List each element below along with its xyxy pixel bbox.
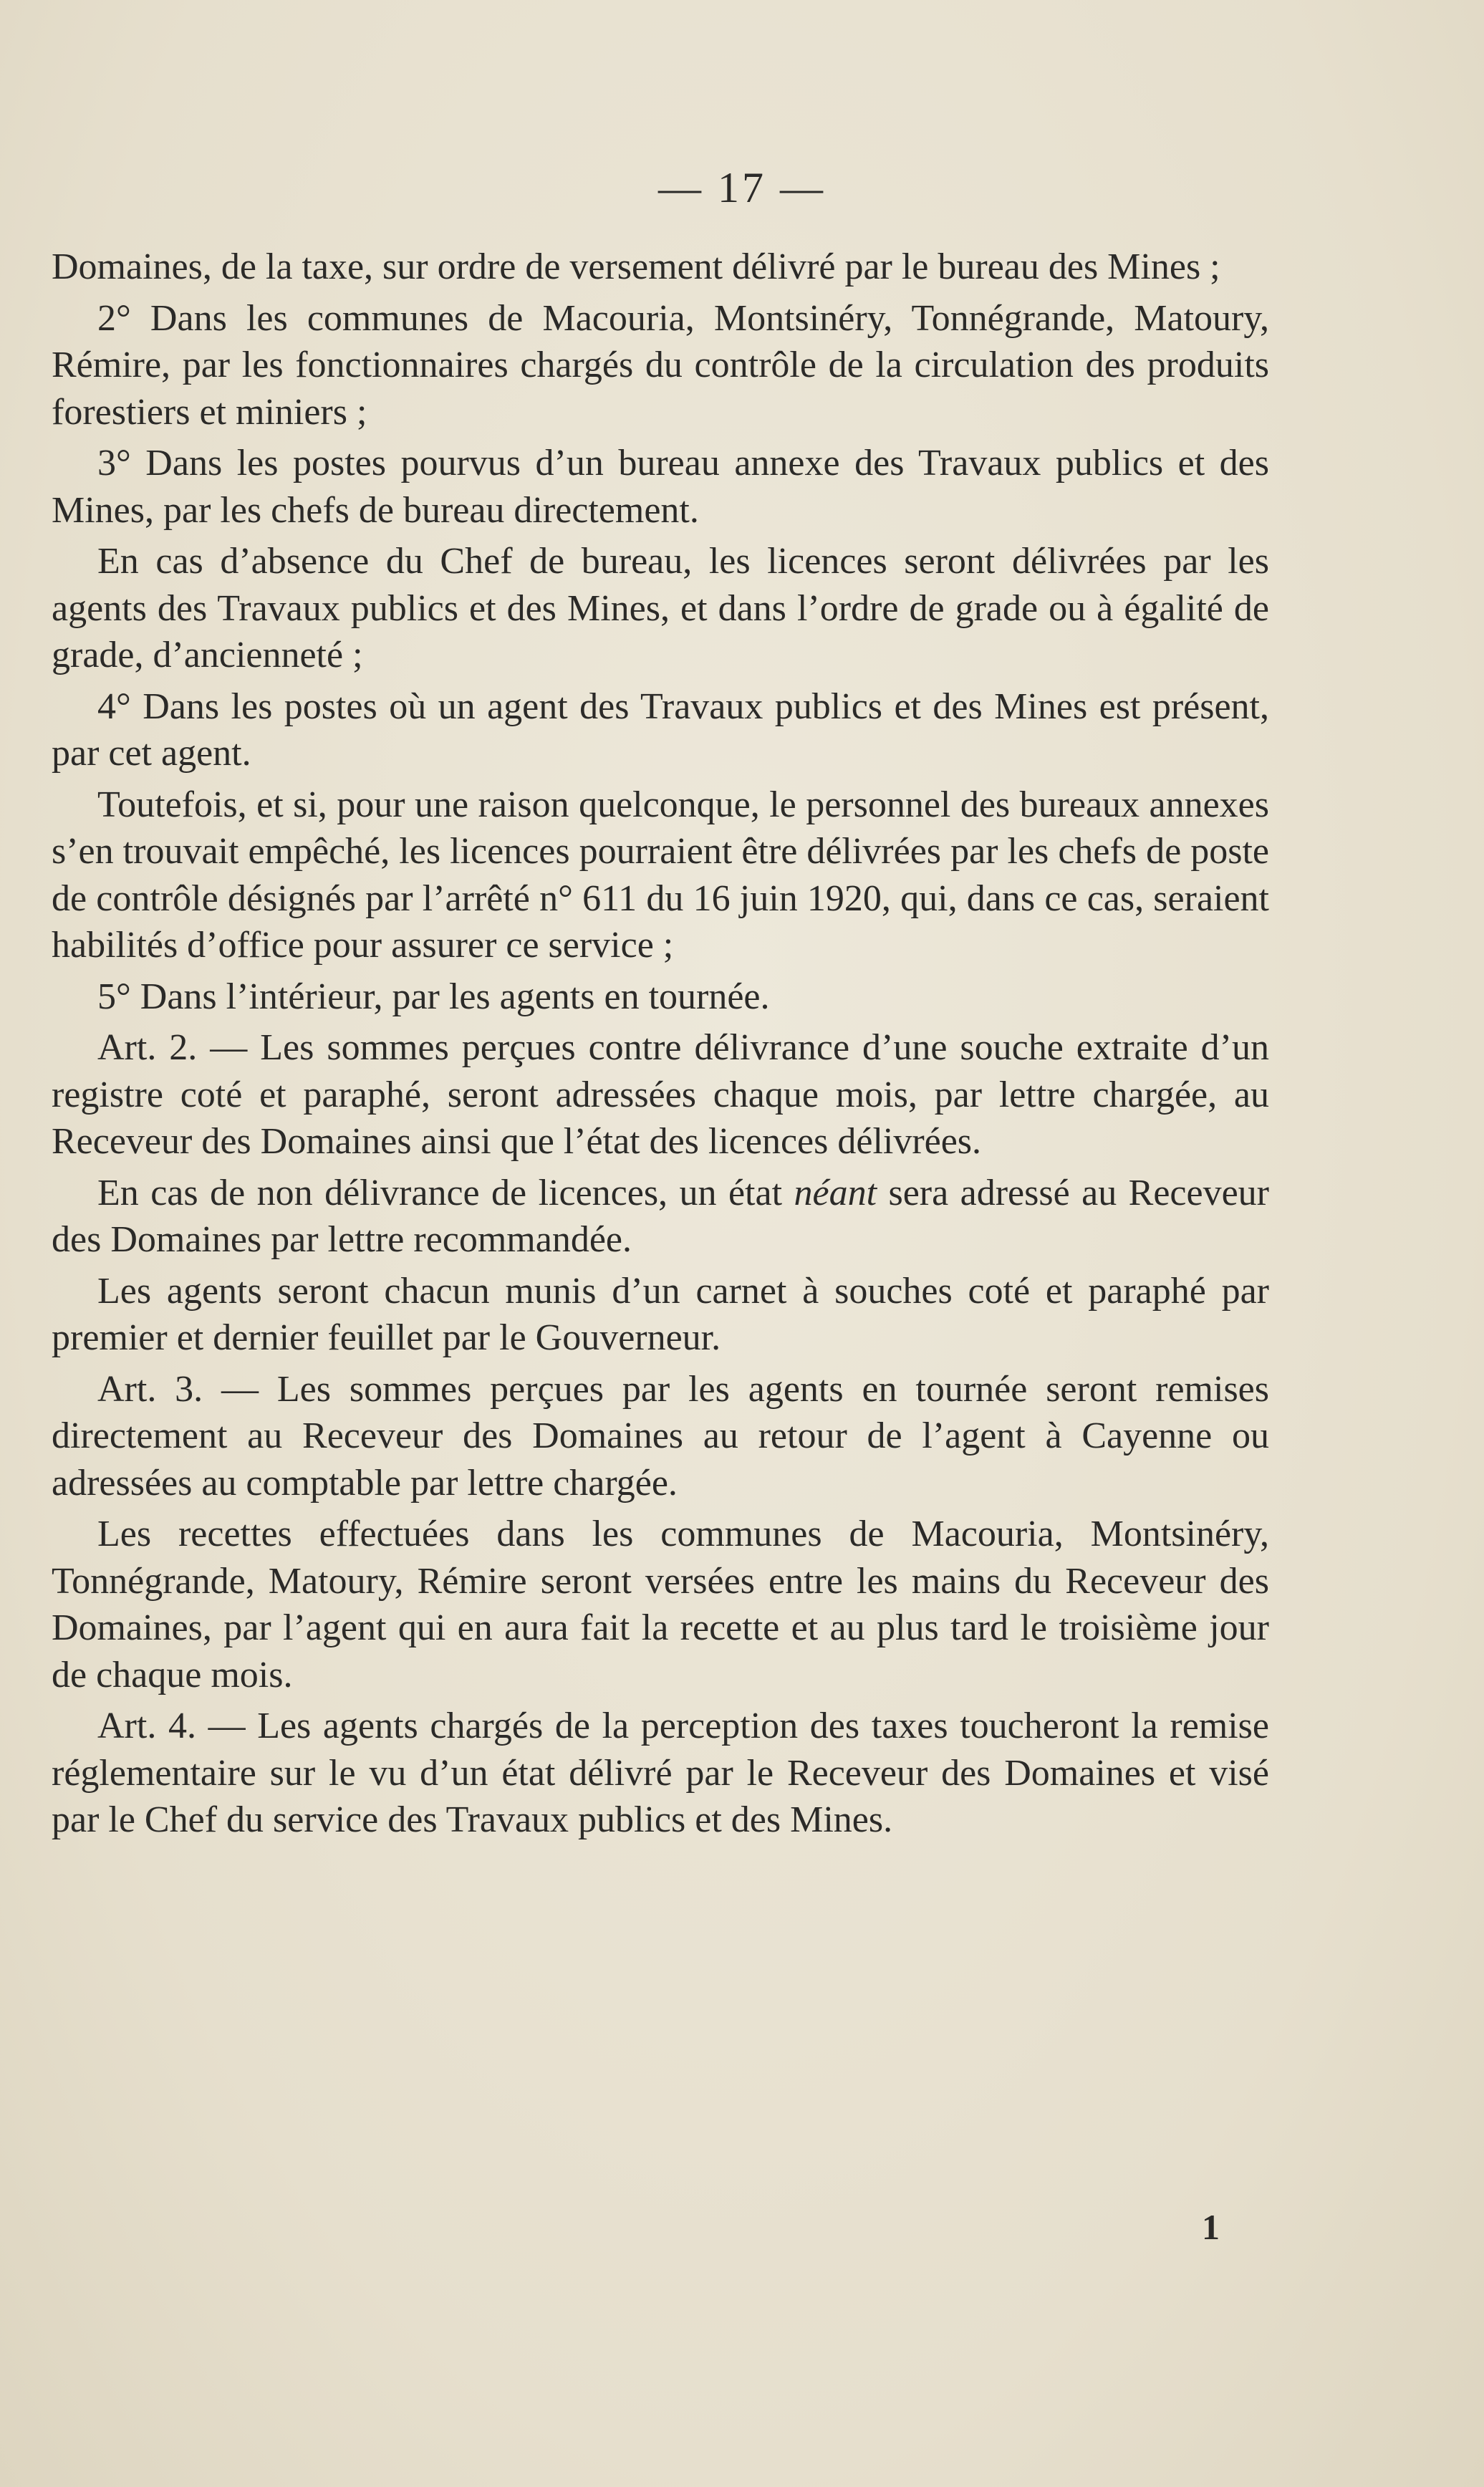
paragraph-1: Domaines, de la taxe, sur ordre de versement délivré par le bureau des Mines ; — [52, 246, 1220, 287]
paragraph-4: En cas d’absence du Chef de bureau, les licences seront délivrées par les agents des Travaux publics et des Mines, et dans l’ordre de grade ou à égalité de grade, d’ancienneté ; — [52, 541, 1269, 675]
article-2-paragraph: Art. 2. — Les sommes perçues contre délivrance d’une souche extraite d’un registre coté et paraphé, seront adressées chaque mois, par lettre chargée, au Receveur des Domaines ainsi que l’état des licences délivrées. — [52, 1027, 1269, 1162]
paragraph-10: Les agents seront chacun munis d’un carnet à souches coté et paraphé par premier et dernier feuillet par le Gouverneur. — [52, 1270, 1269, 1358]
article-4-paragraph: Art. 4. — Les agents chargés de la perception des taxes toucheront la remise réglementaire sur le vu d’un état délivré par le Receveur des Domaines et visé par le Chef du service des Travaux publics et des Mines. — [52, 1706, 1269, 1840]
paragraph-9-text-end: sera adressé au Receveur des Domaines par lettre recommandée. — [52, 1172, 1269, 1260]
paragraph-2: 2° Dans les communes de Macouria, Montsinéry, Tonnégrande, Matoury, Rémire, par les fonctionnaires chargés du contrôle de la circulation des produits forestiers et miniers ; — [52, 297, 1269, 433]
article-3-paragraph: Art. 3. — Les sommes perçues par les agents en tournée seront remises directement au Receveur des Domaines au retour de l’agent à Cayenne ou adressées au comptable par lettre chargée. — [52, 1368, 1269, 1504]
page-number: — 17 — — [658, 164, 826, 211]
italic-word-neant: néant — [794, 1172, 877, 1213]
paragraph-9-text-start: En cas de non délivrance de licences, un état — [97, 1172, 794, 1213]
paragraph-7: 5° Dans l’intérieur, par les agents en tournée. — [97, 976, 770, 1017]
paragraph-3: 3° Dans les postes pourvus d’un bureau annexe des Travaux publics et des Mines, par les chefs de bureau directement. — [52, 443, 1269, 531]
paragraph-5: 4° Dans les postes où un agent des Travaux publics et des Mines est présent, par cet agent. — [52, 686, 1269, 774]
paragraph-6: Toutefois, et si, pour une raison quelconque, le personnel des bureaux annexes s’en trouvait empêché, les licences pourraient être délivrées par les chefs de poste de contrôle désignés par l’arrêté n° 611 du 16 juin 1920, qui, dans ce cas, seraient habilités d’office pour assurer ce service ; — [52, 784, 1269, 966]
paragraph-12: Les recettes effectuées dans les communes de Macouria, Montsinéry, Tonnégrande, Matoury, Rémire seront versées entre les mains du Receveur des Domaines, par l’agent qui en aura fait la recette et au plus tard le troisième jour de chaque mois. — [52, 1514, 1269, 1695]
body-text — [52, 244, 1269, 1848]
paragraph-9 — [52, 1170, 1269, 1264]
signature-mark: 1 — [1202, 2207, 1220, 2247]
